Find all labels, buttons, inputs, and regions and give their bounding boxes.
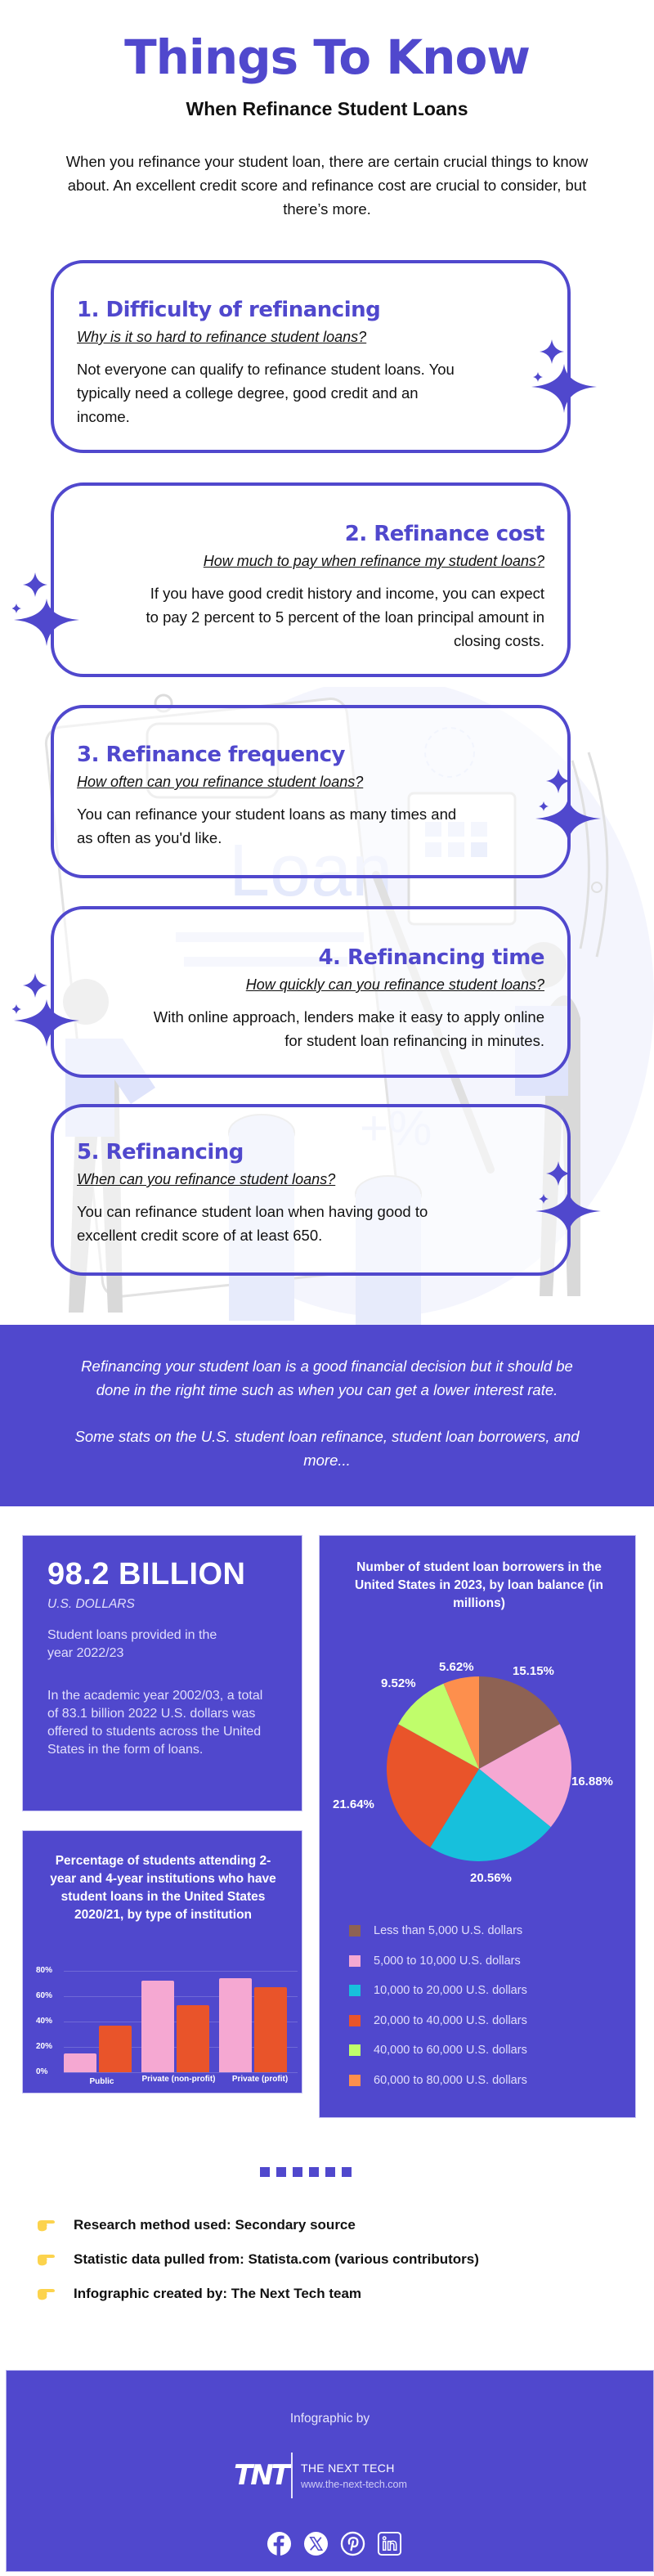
card-question: When can you refinance student loans? bbox=[77, 1171, 336, 1187]
stat-caption: Student loans provided in the year 2022/23 bbox=[47, 1628, 217, 1660]
x-category: Public bbox=[89, 2077, 114, 2086]
note-item: Research method used: Secondary source bbox=[36, 2208, 479, 2242]
footer bbox=[6, 2370, 654, 2572]
legend-item: 10,000 to 20,000 U.S. dollars bbox=[349, 1976, 527, 2006]
stat-unit: U.S. DOLLARS bbox=[47, 1597, 135, 1611]
stat-value: 98.2 BILLION bbox=[47, 1557, 246, 1591]
infographic-by-label: Infographic by bbox=[289, 2412, 370, 2426]
card-title: 4. Refinancing time bbox=[318, 945, 544, 970]
section-divider bbox=[260, 2167, 352, 2177]
bar-area bbox=[64, 1971, 298, 2072]
brand-name: THE NEXT TECH bbox=[301, 2461, 395, 2475]
social-links bbox=[267, 2531, 402, 2556]
bar bbox=[254, 1987, 287, 2072]
bar bbox=[64, 2053, 96, 2072]
pie-label: 9.52% bbox=[381, 1676, 416, 1690]
bar bbox=[99, 2026, 132, 2072]
page-title: Things To Know bbox=[124, 29, 530, 85]
pinterest-icon[interactable] bbox=[340, 2531, 365, 2556]
bar-chart-title: Percentage of students attending 2-year and 4-year institutions who have student loans in the United States 2020/21, by type of institution bbox=[50, 1854, 276, 1922]
legend-swatch bbox=[349, 1925, 361, 1936]
legend-swatch bbox=[349, 2015, 361, 2026]
note-item: Infographic created by: The Next Tech team bbox=[36, 2277, 479, 2311]
card-answer: Not everyone can qualify to refinance student loans. You typically need a college degree, good credit and an income. bbox=[77, 361, 455, 425]
legend-swatch bbox=[349, 1985, 361, 1996]
grid-line bbox=[64, 2072, 298, 2073]
sparkle-icon bbox=[12, 973, 86, 1047]
loan-total-stat bbox=[22, 1535, 302, 1811]
sparkle-icon bbox=[12, 572, 86, 646]
pie-label: 15.15% bbox=[513, 1664, 554, 1678]
card-title: 1. Difficulty of refinancing bbox=[77, 298, 381, 322]
card-question: Why is it so hard to refinance student loans? bbox=[77, 329, 367, 345]
card-answer: With online approach, lenders make it easy to apply online for student loan refinancing in minutes. bbox=[153, 1008, 544, 1049]
card-question: How quickly can you refinance student loans? bbox=[245, 976, 544, 993]
pointing-hand-icon bbox=[36, 2252, 56, 2267]
bar bbox=[219, 1978, 252, 2072]
legend-swatch bbox=[349, 2044, 361, 2056]
legend-item: Less than 5,000 U.S. dollars bbox=[349, 1916, 527, 1946]
pie-label: 20.56% bbox=[470, 1871, 512, 1885]
x-category: Private (profit) bbox=[231, 2075, 289, 2084]
y-tick: 60% bbox=[36, 1991, 53, 2000]
pointing-hand-icon bbox=[36, 2287, 56, 2301]
linkedin-icon[interactable] bbox=[377, 2531, 402, 2556]
banner-text: Some stats on the U.S. student loan refinance, student loan borrowers, and more... bbox=[74, 1428, 580, 1469]
logo-mark: TNT bbox=[234, 2459, 288, 2492]
y-tick: 20% bbox=[36, 2042, 53, 2051]
bar bbox=[177, 2005, 209, 2072]
pie-label: 16.88% bbox=[571, 1775, 613, 1788]
note-item: Statistic data pulled from: Statista.com (various contributors) bbox=[36, 2242, 479, 2277]
pie-legend bbox=[349, 1916, 527, 2095]
legend-item: 40,000 to 60,000 U.S. dollars bbox=[349, 2035, 527, 2066]
page-subtitle: When Refinance Student Loans bbox=[186, 98, 468, 119]
pie-chart-title: Number of student loan borrowers in the United States in 2023, by loan balance (in millions) bbox=[354, 1560, 604, 1610]
bar-chart-panel bbox=[22, 1830, 302, 2094]
bar bbox=[141, 1981, 174, 2072]
card-time bbox=[51, 906, 571, 1078]
x-icon[interactable] bbox=[303, 2531, 329, 2556]
card-question: How much to pay when refinance my student loans? bbox=[203, 553, 544, 569]
card-title: 3. Refinance frequency bbox=[77, 743, 345, 767]
y-tick: 40% bbox=[36, 2017, 53, 2026]
intro-text: When you refinance your student loan, there are certain crucial things to know about. An excellent credit score and refinance cost are crucial to consider, but there’s more. bbox=[65, 153, 589, 218]
legend-item: 5,000 to 10,000 U.S. dollars bbox=[349, 1946, 527, 1977]
card-answer: You can refinance student loan when having good to excellent credit score of at least 650. bbox=[77, 1203, 428, 1244]
legend-swatch bbox=[349, 1955, 361, 1967]
card-refinancing bbox=[51, 1104, 571, 1276]
source-notes bbox=[36, 2208, 479, 2311]
pie-label: 5.62% bbox=[439, 1660, 474, 1674]
legend-item: 60,000 to 80,000 U.S. dollars bbox=[349, 2066, 527, 2096]
card-frequency bbox=[51, 705, 571, 878]
legend-item: 20,000 to 40,000 U.S. dollars bbox=[349, 2006, 527, 2036]
sparkle-icon bbox=[535, 769, 609, 842]
sparkle-icon bbox=[531, 339, 605, 413]
pie-chart bbox=[385, 1675, 573, 1863]
card-question: How often can you refinance student loans? bbox=[77, 774, 364, 790]
legend-swatch bbox=[349, 2075, 361, 2086]
x-category: Private (non-profit) bbox=[141, 2075, 216, 2084]
y-tick: 80% bbox=[36, 1966, 53, 1975]
stat-detail: In the academic year 2002/03, a total of 83.1 billion 2022 U.S. dollars was offered to students across the United States in the form of loans. bbox=[47, 1689, 263, 1757]
card-difficulty bbox=[51, 260, 571, 453]
pointing-hand-icon bbox=[36, 2218, 56, 2233]
y-tick: 0% bbox=[36, 2067, 48, 2076]
card-title: 5. Refinancing bbox=[77, 1140, 244, 1165]
brand-url[interactable]: www.the-next-tech.com bbox=[301, 2478, 407, 2490]
brand-logo[interactable] bbox=[234, 2453, 407, 2498]
banner-text: Refinancing your student loan is a good financial decision but it should be done in the right time such as when you can get a lower interest rate. bbox=[81, 1358, 573, 1398]
card-cost bbox=[51, 482, 571, 677]
card-title: 2. Refinance cost bbox=[344, 522, 544, 546]
logo-divider bbox=[291, 2453, 293, 2498]
card-answer: You can refinance your student loans as many times and as often as you'd like. bbox=[77, 806, 457, 846]
pie-label: 21.64% bbox=[333, 1797, 374, 1811]
bar-chart bbox=[23, 1966, 303, 2089]
stats-intro-banner bbox=[0, 1325, 654, 1506]
facebook-icon[interactable] bbox=[267, 2531, 292, 2556]
sparkle-icon bbox=[535, 1161, 609, 1235]
card-answer: If you have good credit history and income, you can expect to pay 2 percent to 5 percent of the loan principal amount in closing costs. bbox=[146, 585, 544, 649]
pie-chart-panel bbox=[319, 1535, 636, 2118]
